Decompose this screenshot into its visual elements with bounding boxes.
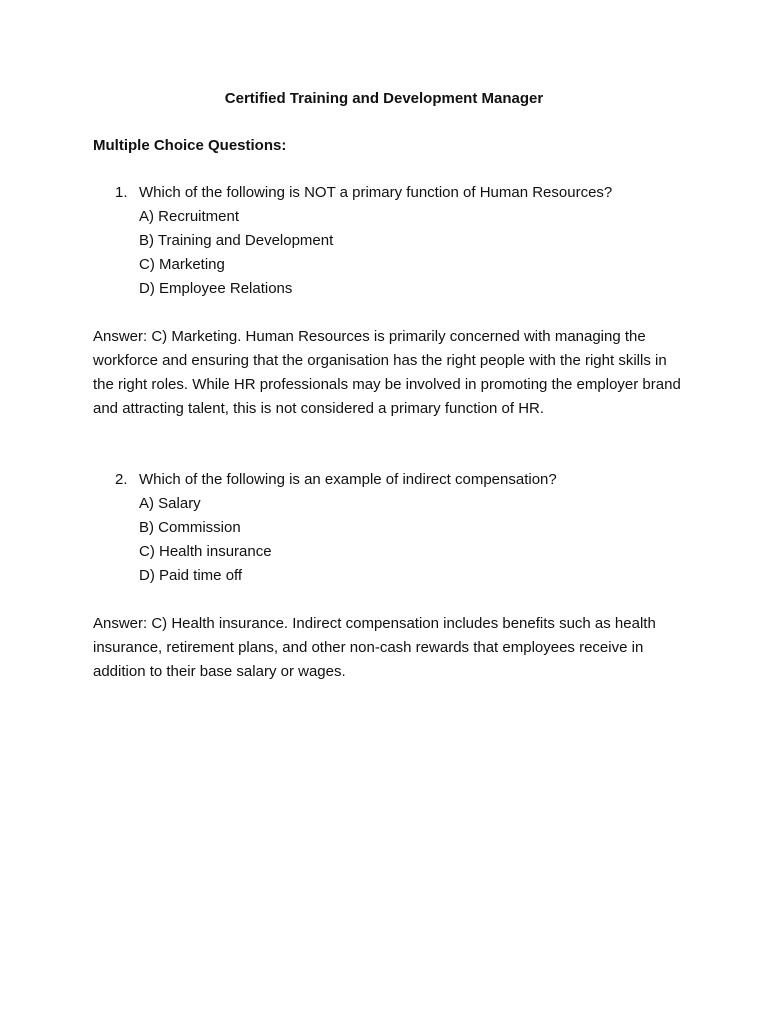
question-block	[93, 468, 693, 588]
answer-option: A) Salary	[139, 495, 201, 512]
answer-option: B) Training and Development	[139, 232, 334, 249]
answer-explanation: Answer: C) Marketing. Human Resources is primarily concerned with managing the workforce and ensuring that the organisation has the right people with the right skills in the right roles. While HR professionals may be involved in promoting the employer brand and attracting talent, this is not considered a primary function of HR.	[93, 328, 681, 417]
question-number: 1.	[115, 184, 128, 201]
question-block	[93, 181, 693, 301]
document-title: Certified Training and Development Manager	[224, 90, 544, 107]
answer-option: D) Paid time off	[139, 567, 243, 584]
answer-option: C) Marketing	[139, 256, 225, 273]
answer-explanation: Answer: C) Health insurance. Indirect compensation includes benefits such as health insurance, retirement plans, and other non-cash rewards that employees receive in addition to their base salary or wages.	[93, 615, 656, 680]
section-heading: Multiple Choice Questions:	[93, 137, 287, 154]
question-text: Which of the following is an example of indirect compensation?	[139, 471, 557, 488]
answer-option: B) Commission	[139, 519, 241, 536]
answer-option: D) Employee Relations	[139, 280, 293, 297]
answer-option: A) Recruitment	[139, 208, 240, 225]
answer-option: C) Health insurance	[139, 543, 272, 560]
question-number: 2.	[115, 471, 128, 488]
question-text: Which of the following is NOT a primary function of Human Resources?	[139, 184, 613, 201]
